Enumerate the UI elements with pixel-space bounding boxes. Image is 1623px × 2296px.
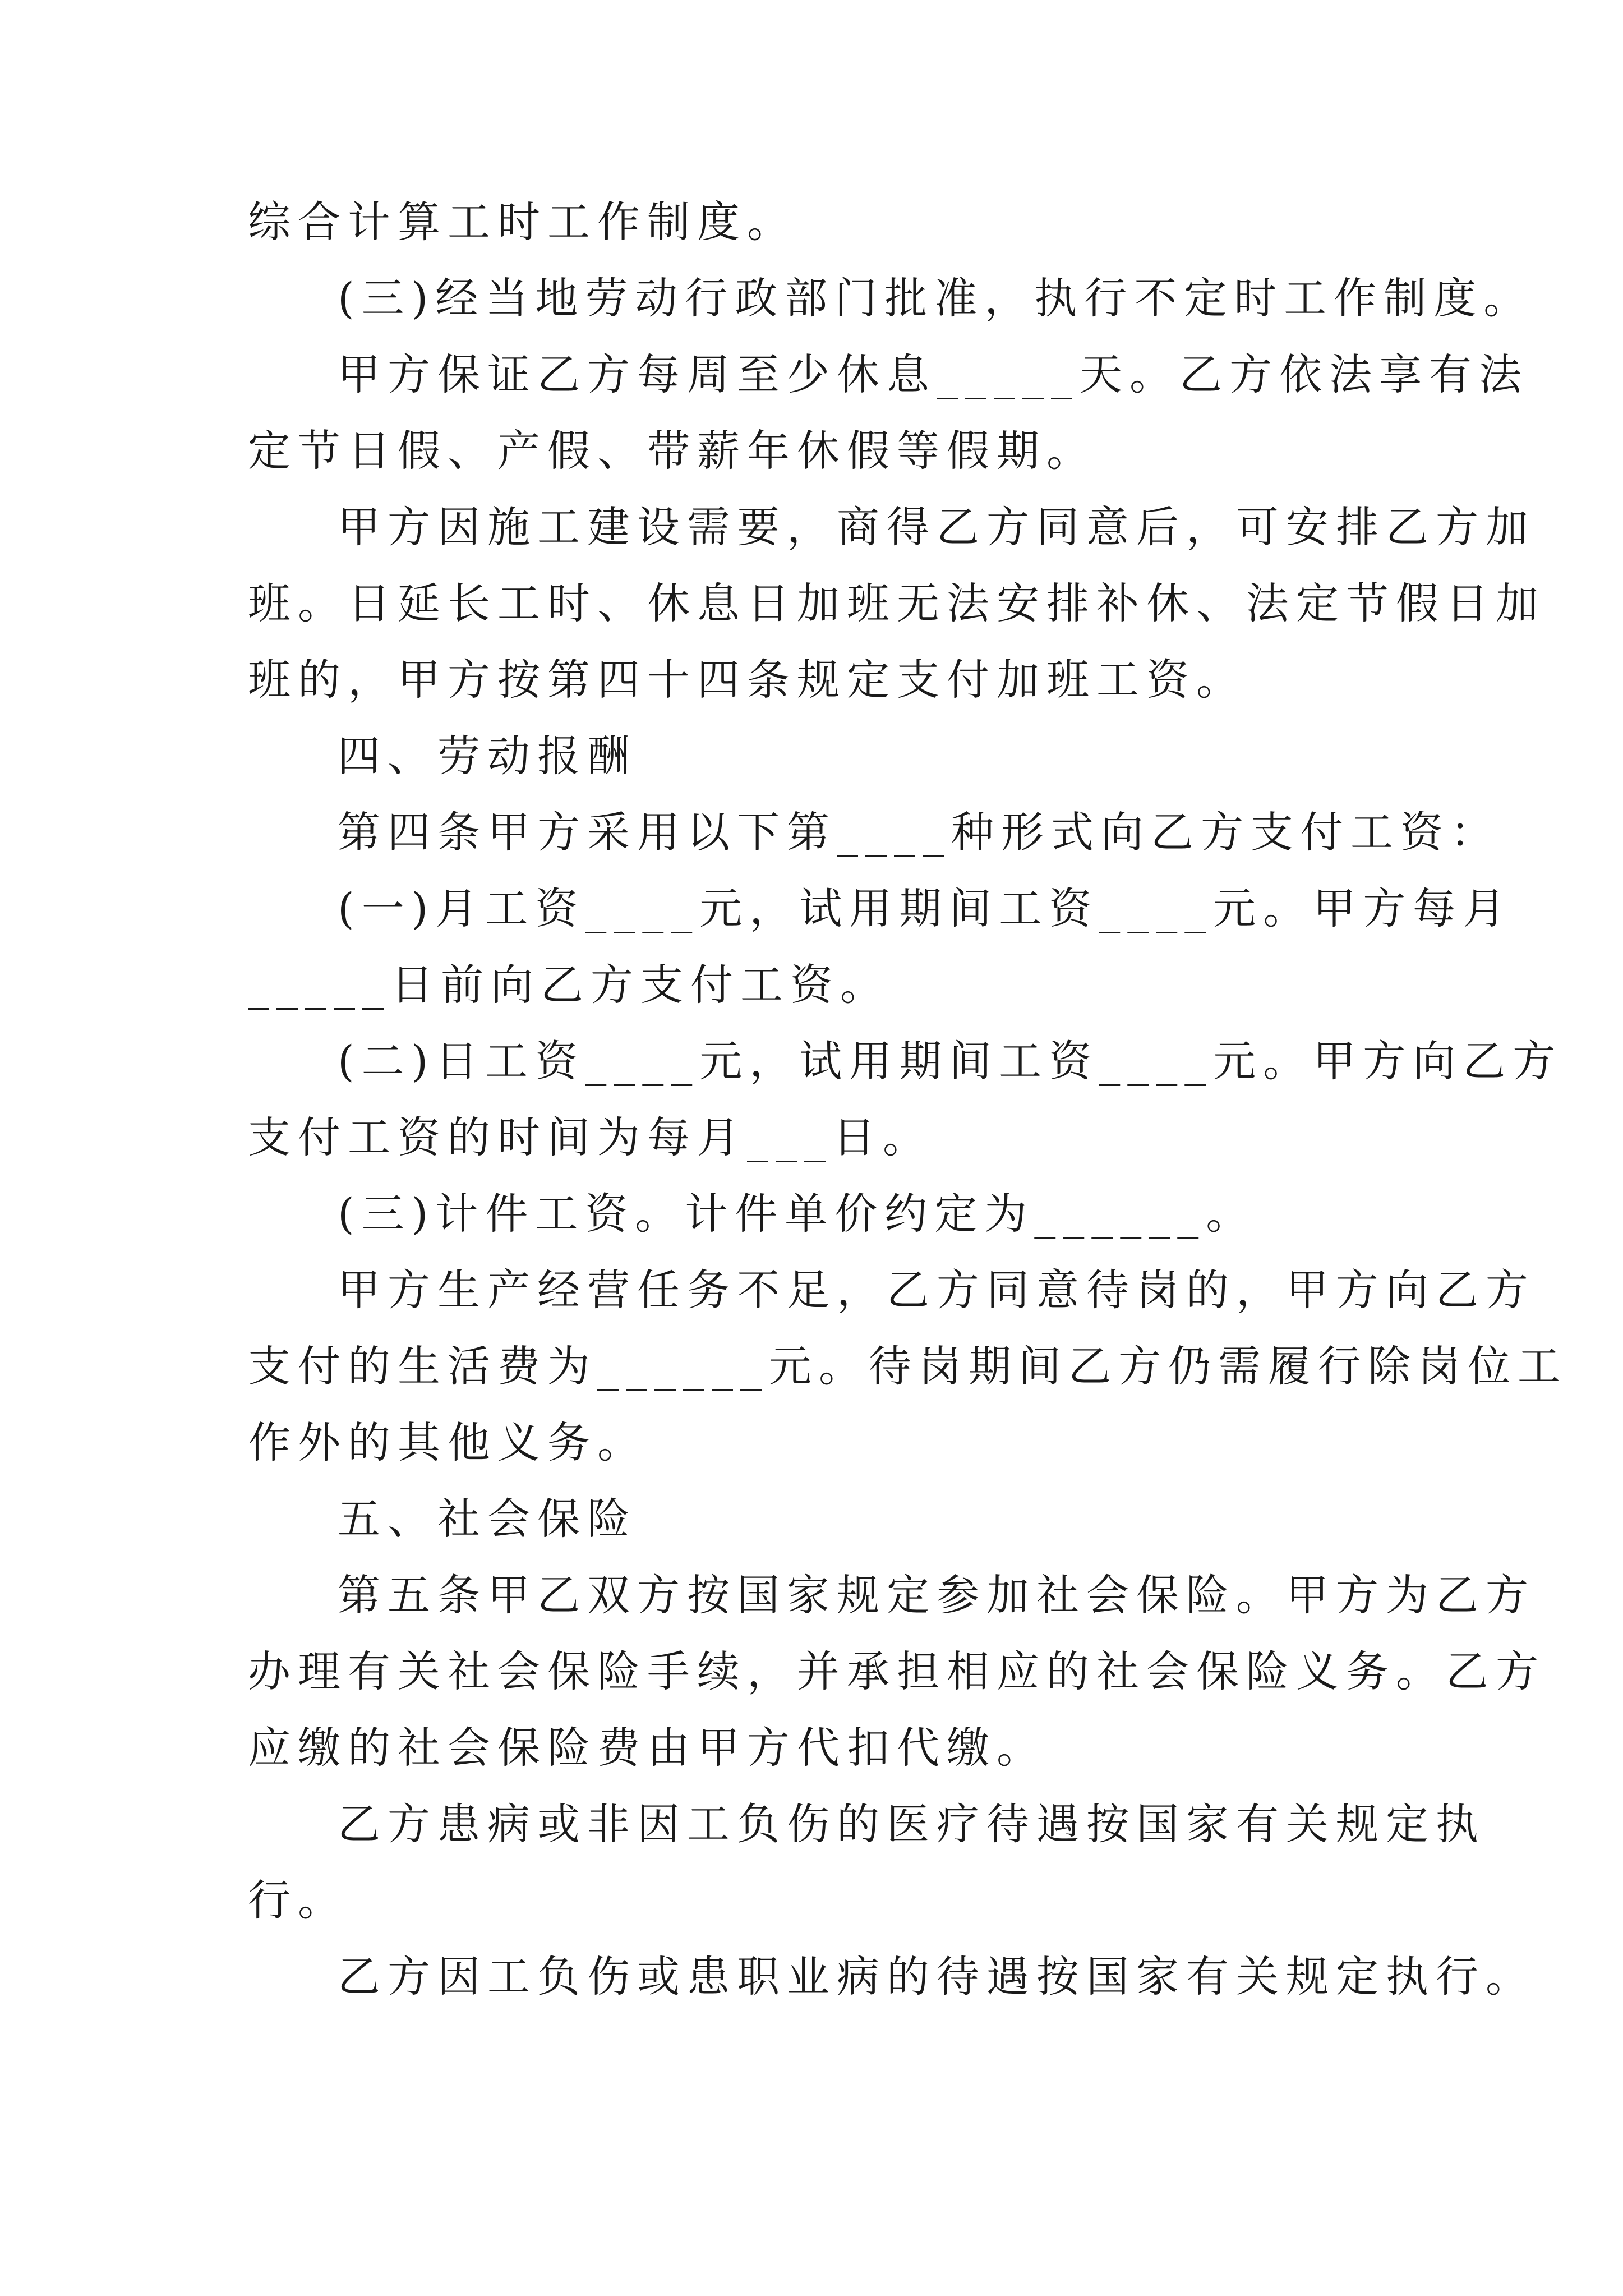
paragraph-line: 应缴的社会保险费由甲方代扣代缴。 xyxy=(248,1723,1046,1773)
paragraph-line: 综合计算工时工作制度。 xyxy=(248,197,797,247)
paragraph-line: 第四条甲方采用以下第____种形式向乙方支付工资： xyxy=(338,807,1500,857)
paragraph-line: 班。日延长工时、休息日加班无法安排补休、法定节假日加 xyxy=(248,578,1546,628)
paragraph-line: 乙方患病或非因工负伤的医疗待遇按国家有关规定执 xyxy=(338,1799,1486,1849)
paragraph-line: (三)计件工资。计件单价约定为______。 xyxy=(338,1189,1256,1239)
paragraph-line: 定节日假、产假、带薪年休假等假期。 xyxy=(248,426,1096,476)
paragraph-line: 支付的生活费为______元。待岗期间乙方仍需履行除岗位工 xyxy=(248,1341,1567,1391)
paragraph-line: 支付工资的时间为每月___日。 xyxy=(248,1112,933,1162)
paragraph-line: 乙方因工负伤或患职业病的待遇按国家有关规定执行。 xyxy=(338,1952,1536,2001)
paragraph-line: _____日前向乙方支付工资。 xyxy=(248,960,890,1010)
section-heading: 五、社会保险 xyxy=(338,1494,637,1544)
paragraph-line: 办理有关社会保险手续，并承担相应的社会保险义务。乙方 xyxy=(248,1646,1546,1696)
paragraph-line: 班的，甲方按第四十四条规定支付加班工资。 xyxy=(248,655,1246,705)
section-heading: 四、劳动报酬 xyxy=(338,731,637,781)
paragraph-line: (一)月工资____元，试用期间工资____元。甲方每月 xyxy=(338,884,1513,933)
paragraph-line: 作外的其他义务。 xyxy=(248,1418,647,1467)
paragraph-line: (二)日工资____元，试用期间工资____元。甲方向乙方 xyxy=(338,1036,1563,1086)
paragraph-line: 甲方因施工建设需要，商得乙方同意后，可安排乙方加 xyxy=(338,502,1536,552)
paragraph-line: (三)经当地劳动行政部门批准，执行不定时工作制度。 xyxy=(338,273,1534,323)
paragraph-line: 行。 xyxy=(248,1875,348,1925)
paragraph-line: 第五条甲乙双方按国家规定参加社会保险。甲方为乙方 xyxy=(338,1570,1536,1620)
paragraph-line: 甲方生产经营任务不足，乙方同意待岗的，甲方向乙方 xyxy=(338,1265,1536,1315)
paragraph-line: 甲方保证乙方每周至少休息_____天。乙方依法享有法 xyxy=(338,349,1529,399)
